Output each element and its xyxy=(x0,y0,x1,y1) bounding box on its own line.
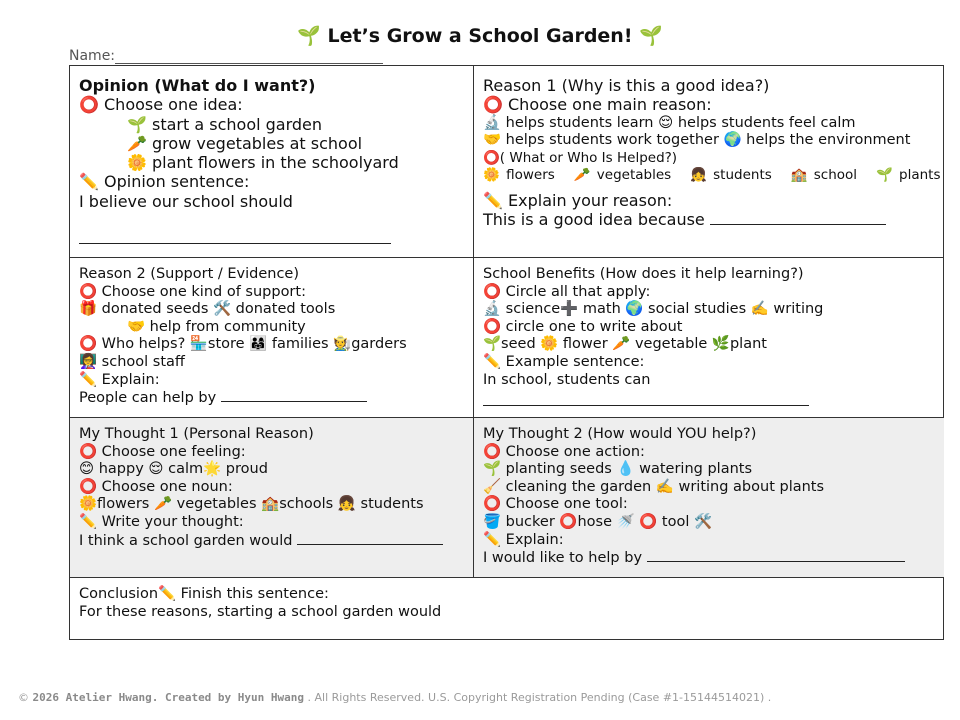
reason1-explain-label: ✏️ Explain your reason: xyxy=(483,190,673,210)
conclusion-label: Conclusion✏️ Finish this sentence: xyxy=(79,586,329,602)
thought1-nouns[interactable]: 🌼flowers 🥕 vegetables 🏫schools 👧 students xyxy=(79,496,424,513)
name-row xyxy=(69,48,383,64)
thought2-explain-label: ✏️ Explain: xyxy=(483,531,564,548)
reason2-option-line[interactable]: 🤝 help from community xyxy=(127,318,306,335)
thought1-write-label: ✏️ Write your thought: xyxy=(79,513,244,530)
reason2-answer-blank[interactable] xyxy=(221,389,367,402)
footer-brand: 2026 Atelier Hwang. Created by Hyun Hwang xyxy=(32,691,305,704)
thought1-answer-blank[interactable] xyxy=(297,532,443,545)
reason2-explain-start: People can help by xyxy=(79,390,217,407)
reason2-explain-label: ✏️ Explain: xyxy=(79,371,160,388)
opinion-heading: Opinion (What do I want?) xyxy=(79,76,316,95)
conclusion-cell xyxy=(70,578,944,640)
thought1-write-start: I think a school garden would xyxy=(79,532,293,549)
benefits-example-label: ✏️ Example sentence: xyxy=(483,353,645,370)
benefits-circle-one: ⭕ circle one to write about xyxy=(483,318,683,335)
worksheet-grid xyxy=(69,65,944,640)
reason2-option-line[interactable]: 🎁 donated seeds 🛠️ donated tools xyxy=(79,301,336,318)
thought1-feeling-label: ⭕ Choose one feeling: xyxy=(79,443,246,460)
benefits-answer-blank[interactable] xyxy=(483,393,809,406)
opinion-sentence-label: ✏️ Opinion sentence: xyxy=(79,172,250,192)
who-option[interactable]: 🥕 vegetables xyxy=(573,167,672,184)
benefits-items[interactable]: 🌱seed 🌼 flower 🥕 vegetable 🌿plant xyxy=(483,336,767,353)
page-title: 🌱 Let’s Grow a School Garden! 🌱 xyxy=(297,25,663,47)
name-label: Name: xyxy=(69,48,116,64)
thought2-explain-start: I would like to help by xyxy=(483,550,643,567)
thought2-tools[interactable]: 🪣 bucker ⭕hose 🚿 ⭕ tool 🛠️ xyxy=(483,513,713,530)
opinion-answer-blank[interactable] xyxy=(79,231,391,244)
reason1-who: ⭕( What or Who Is Helped?) xyxy=(483,149,678,166)
benefits-circle-all: ⭕ Circle all that apply: xyxy=(483,283,651,300)
benefits-cell xyxy=(473,258,944,418)
opinion-cell xyxy=(70,66,473,258)
thought1-heading: My Thought 1 (Personal Reason) xyxy=(79,426,314,442)
footer-rights: . All Rights Reserved. U.S. Copyright Registration Pending (Case #1-15144514021) . xyxy=(307,691,772,704)
thought1-feelings[interactable]: 😊 happy 😌 calm🌟 proud xyxy=(79,461,268,478)
idea-option[interactable]: 🥕 grow vegetables at school xyxy=(127,133,363,153)
name-blank[interactable] xyxy=(115,49,383,64)
idea-option[interactable]: 🌼 plant flowers in the schoolyard xyxy=(127,153,399,173)
who-option[interactable]: 👧 students xyxy=(690,167,772,184)
reason2-heading: Reason 2 (Support / Evidence) xyxy=(79,266,300,282)
conclusion-sentence-start[interactable]: For these reasons, starting a school garden would xyxy=(79,603,442,620)
who-option[interactable]: 🌱 plants xyxy=(875,167,941,184)
opinion-choose: ⭕ Choose one idea: xyxy=(79,95,243,115)
thought1-cell xyxy=(70,418,473,578)
thought2-actions[interactable]: 🌱 planting seeds 💧 watering plants xyxy=(483,461,753,478)
reason2-who[interactable]: ⭕ Who helps? 🏪store 👨‍👩‍👧 families 🧑‍🌾garders xyxy=(79,336,407,353)
thought2-action-label: ⭕ Choose one action: xyxy=(483,443,645,460)
idea-option[interactable]: 🌱 start a school garden xyxy=(127,114,323,134)
benefits-example-start: In school, students can xyxy=(483,371,651,388)
reason1-option-line[interactable]: 🔬 helps students learn 😌 helps students feel calm xyxy=(483,114,856,131)
copyright-footer xyxy=(18,691,771,704)
reason1-heading: Reason 1 (Why is this a good idea?) xyxy=(483,76,770,95)
copyright-icon: © xyxy=(18,691,29,704)
thought2-tool-label: ⭕ Choose one tool: xyxy=(483,496,628,513)
reason1-option-line[interactable]: 🤝 helps students work together 🌍 helps the environment xyxy=(483,132,911,149)
who-option[interactable]: 🌼 flowers xyxy=(483,167,555,184)
reason1-answer-blank[interactable] xyxy=(710,212,886,225)
reason2-staff[interactable]: 👩‍🏫 school staff xyxy=(79,353,185,370)
thought2-cell xyxy=(473,418,944,578)
reason2-cell xyxy=(70,258,473,418)
thought2-actions[interactable]: 🧹 cleaning the garden ✍️ writing about plants xyxy=(483,478,825,495)
benefits-heading: School Benefits (How does it help learning?) xyxy=(483,266,804,282)
thought2-heading: My Thought 2 (How would YOU help?) xyxy=(483,426,757,442)
reason1-explain-start: This is a good idea because xyxy=(483,210,705,230)
who-option[interactable]: 🏫 school xyxy=(790,167,858,184)
opinion-sentence-start: I believe our school should xyxy=(79,191,293,211)
reason2-choose: ⭕ Choose one kind of support: xyxy=(79,283,306,300)
thought1-noun-label: ⭕ Choose one noun: xyxy=(79,478,233,495)
thought2-answer-blank[interactable] xyxy=(647,549,905,562)
benefits-subjects[interactable]: 🔬 science➕ math 🌍 social studies ✍️ writing xyxy=(483,301,824,318)
reason1-who-options xyxy=(483,167,941,185)
reason1-cell xyxy=(473,66,944,258)
reason1-choose: ⭕ Choose one main reason: xyxy=(483,95,712,115)
